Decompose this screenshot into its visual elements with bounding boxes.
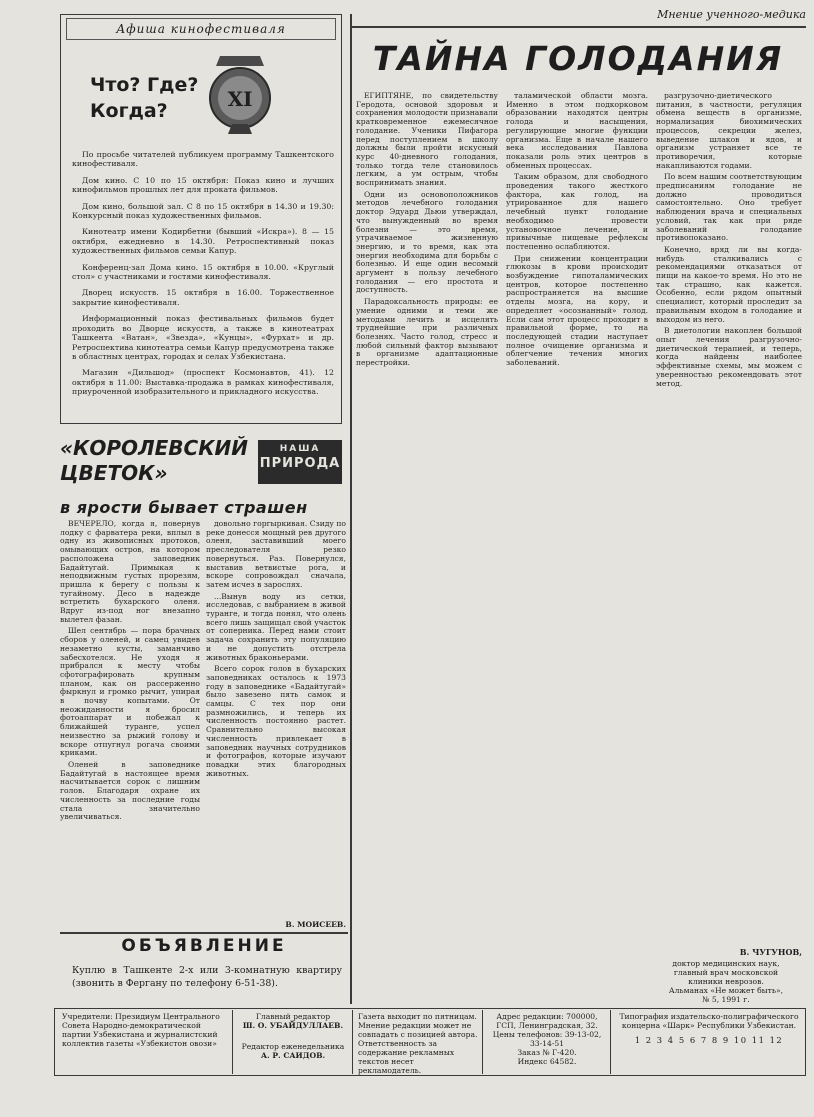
imprint-note: Ответственность за содержание рекламных текстов несет рекламодатель.: [358, 1039, 455, 1075]
afisha-paragraph: Информационный показ фестивальных фильмов будет проходить во Дворце искусств, а также в кинотеатрах Ташкента «Ватан», «Звезда», «Кунцы», «Фурхат» и др. Ретроспектива кинотеатра семьи Капур предусмотрена также в областных центрах, городах и селах Узбекистана.: [72, 314, 334, 361]
announcement-text: Куплю в Ташкенте 2-х или 3-комнатную квартиру (звонить в Фергану по телефону 6-51-38).: [72, 965, 342, 989]
main-paragraph: Конечно, вряд ли вы когда-нибудь сталкивались с рекомендациями отказаться от пищи на какое-то время. Но это не так страшно, как кажется. Особенно, если рядом опытный специалист, который проследит за правильным входом в голодание и выходом из него.: [656, 244, 802, 324]
main-paragraph: Одни из основоположников методов лечебного голодания доктор Эдуард Дьюи утверждал, что вынужденный во время болезни — это время, утрачиваемое жизненную энергию, и то время, как эта энергия необходима для борьбы с болезнью. И еще один весомый аргумент в пользу лечебного голодания — его простота и доступность.: [356, 189, 498, 295]
afisha-paragraph: Магазин «Дильшод» (проспект Космонавтов, 41). 12 октября в 11.00: Выставка-продажа в рамках кинофестиваля, приуроченной изобразительного и прикладного искусства.: [72, 368, 334, 397]
issue-day: 12: [769, 1035, 784, 1045]
vertical-divider: [350, 14, 352, 1004]
editor-label: Главный редактор: [255, 1012, 331, 1021]
issue-day: 3: [656, 1035, 664, 1045]
issue-day: 9: [722, 1035, 730, 1045]
article-paragraph: Оленей в заповеднике Бадайтугай в настоящее время насчитывается сорок с лишним голов. Благодаря охране их численность за последние годы стала значительно увеличиваться.: [60, 759, 200, 822]
signature-line: № 5, 1991 г.: [702, 995, 750, 1004]
deputy-label: Редактор еженедельника: [241, 1042, 345, 1051]
main-column-1: [356, 92, 498, 944]
imprint-address: [488, 1012, 606, 1066]
afisha-paragraph: Дом кино. С 10 по 15 октября: Показ кино и лучших кинофильмов прошлых лет для проката фильмов.: [72, 175, 334, 195]
article-paragraph: Всего сорок голов в бухарских заповедниках осталось к 1973 году в заповеднике «Бадайтугай» было завезено пять самок и самцы. С тех пор они размножились, и теперь их численность постоянно растет. Сравнительно высокая численность привлекает в заповедник научных сотрудников и фотографов, которые изучают повадки этих благородных животных.: [206, 664, 346, 778]
main-column-2: [506, 92, 648, 944]
main-paragraph: таламической области мозга. Именно в этом подкорковом образовании находятся центры голода и насыщения, регулирующие многие функции организма. Еще в начале нашего века исследования Павлова показали роль этих центров в обменных процессах.: [506, 92, 648, 170]
imprint-divider: [352, 1010, 353, 1074]
signature-line: главный врач московской: [673, 968, 779, 977]
article-column-1: [60, 520, 200, 930]
afisha-paragraph: Дом кино, большой зал. С 8 по 15 октября в 14.30 и 19.30: Конкурсный показ художественных фильмов.: [72, 201, 334, 221]
main-article-signature: [650, 948, 802, 1004]
afisha-paragraph: Дворец искусств. 15 октября в 16.00. Торжественное закрытие кинофестиваля.: [72, 288, 334, 307]
article-title: [60, 436, 260, 486]
afisha-heading: Афиша кинофестиваля: [66, 18, 336, 40]
emblem-number: XI: [227, 87, 253, 111]
main-paragraph: Таким образом, для свободного проведения такого жесткого фактора, как голод, на утрированное для нашего лечебный пункт голодание необходимо провести установочное лечение, и привычные пищевые рефлексы постепенно ослабляются.: [506, 172, 648, 251]
article-title-line1: «КОРОЛЕВСКИЙ: [60, 436, 249, 460]
section-rubric: Мнение ученного-медика: [657, 8, 806, 21]
logo-line1: НАША: [279, 444, 321, 454]
order-number: Заказ № Г-420.: [517, 1048, 577, 1057]
article-author: В. МОИСЕЕВ.: [285, 920, 346, 929]
afisha-paragraph: Кинотеатр имени Кодирбетни (бывший «Искра»). 8 — 15 октября, ежедневно в 14.30. Ретроспективный показ художественных фильмов семьи Капур.: [72, 227, 334, 256]
afisha-paragraph: Конференц-зал Дома кино. 15 октября в 10.00. «Круглый стол» с участниками и гостями кинофестиваля.: [72, 262, 334, 282]
article-paragraph: ...Вынув воду из сетки, исследовав, с выбранием в живой туранге, и тогда понял, что олень всего лишь защищал свой участок от соперника. Перед нами стоит задача сохранить эту популяцию и не допустить отстрела животных браконьерами.: [206, 591, 346, 662]
issue-day: 1: [634, 1035, 642, 1045]
article-subtitle: в ярости бывает страшен: [60, 498, 308, 517]
logo-line2: ПРИРОДА: [259, 456, 341, 471]
issue-day: 2: [645, 1035, 653, 1045]
signature-line: доктор медицинских наук,: [672, 959, 780, 968]
phones: Цены телефонов: 39-13-02, 33-14-51: [492, 1030, 602, 1048]
afisha-title: [90, 72, 200, 124]
deputy-name: А. Р. САИДОВ.: [260, 1051, 326, 1060]
signature-line: Альманах «Не может быть»,: [668, 986, 784, 995]
article-paragraph: Шел сентябрь — пора брачных сборов у оленей, и самец увидев незаметно кусты, заманчиво забесхотелся. Не уходя я прибрался к месту чтобы сфотографировать крупным планом, как он рассерженно фыркнул и громко рычит, упирая в почву копытами. От неожиданности я бросил фотоаппарат и побежал к ближайшей туранге, успел неизвестно за рыжий голову и вскоре отпугнул рогача своими криками.: [60, 626, 200, 758]
afisha-paragraph: По просьбе читателей публикуем программу Ташкентского кинофестиваля.: [72, 150, 334, 169]
imprint-printer: [616, 1012, 802, 1045]
main-column-3: [656, 92, 802, 944]
issue-day: 6: [689, 1035, 697, 1045]
signature-line: клиники неврозов.: [688, 977, 764, 986]
imprint-notes: [358, 1012, 478, 1075]
main-paragraph: В диетологии накоплен большой опыт лечения разгрузочно-диетической терапией, и теперь, когда найдены наиболее эффективные схемы, мы можем с уверенностью рекомендовать этот метод.: [656, 326, 802, 388]
article-column-2: [206, 520, 346, 920]
signature-name: В. ЧУГУНОВ,: [739, 947, 802, 957]
editor-name: Ш. О. УБАЙДУЛЛАЕВ.: [242, 1021, 344, 1030]
printer-text: Типография издательско-полиграфического концерна «Шарк» Республики Узбекистан.: [619, 1012, 799, 1030]
main-paragraph: разгрузочно-диетического питания, в частности, регуляция обмена веществ в организме, нормализация биохимических процессов, секреции желез, выведение шлаков и ядов, и организм устраняет все те противоречия, которые накапливаются годами.: [656, 92, 802, 170]
main-paragraph: ЕГИПТЯНЕ, по свидетельству Геродота, основой здоровья и сохранения молодости признавали кратковременное ежемесячное голодание. Ученики Пифагора перед поступлением в школу должны были пройти искусный курс 40-дневного голодания, только тогда теле становилось легким, а ум острым, чтобы воспринимать знания.: [356, 92, 498, 188]
issue-day: 10: [733, 1035, 748, 1045]
issue-day: 5: [678, 1035, 686, 1045]
issue-days: [616, 1036, 802, 1045]
announcement-title: ОБЪЯВЛЕНИЕ: [121, 936, 287, 956]
article-title-line2: ЦВЕТОК»: [60, 461, 168, 485]
afisha-title-line2: Когда?: [90, 100, 168, 122]
rubric-divider: [352, 26, 806, 28]
imprint-divider: [232, 1010, 233, 1074]
afisha-program: [72, 150, 334, 418]
imprint-editors: [238, 1012, 348, 1060]
announcement-top-rule: [60, 932, 348, 934]
article-paragraph: ВЕЧЕРЕЛО, когда я, повернув лодку с фарватера реки, вплыл в одну из живописных протоков, омывающих остров, на котором расположена заповедник Бадайтугай. Примыкая к неподвижным густых прорезям, пришла к берегу с пользы к тугайному. Десо в надежде встретить бухарского оленя. Вдруг из-под ног внезапно вылетел фазан.: [60, 520, 200, 624]
address: Адрес редакции: 700000, ГСП, Ленинградская, 32.: [496, 1012, 598, 1030]
imprint-divider: [610, 1010, 611, 1074]
main-paragraph: Парадоксальность природы: ее умение одними и теми же методами лечить и исцелять труднейшие при различных болезнях. Часто голод, стресс и любой сильный фактор вызывают в организме адаптационные перестройки.: [356, 297, 498, 368]
article-paragraph: довольно горгыркивая. Сзиду по реке донесся мощный рев другого оленя, заставивший моего преследователя резко повернуться. Раз. Повернулся, выставив ветвистые рога, и вскоре сопровождал сначала, затем исчез в зарослях.: [206, 520, 346, 589]
main-paragraph: По всем нашим соответствующим предписаниям голодание не должно проводиться самостоятельно. Оно требует наблюдения врача и специальных условий, так как при ряде заболеваний голодание противопоказано.: [656, 172, 802, 243]
subscription-index: Индекс 64582.: [517, 1057, 577, 1066]
festival-emblem: [198, 46, 282, 142]
imprint-founders: Учредители: Президиум Центрального Совета Народно-демократической партии Узбекистана и журналистский коллектив газеты «Узбекистон овози»: [62, 1012, 220, 1048]
nasha-priroda-logo: [258, 440, 342, 484]
issue-day: 7: [700, 1035, 708, 1045]
imprint-divider: [482, 1010, 483, 1074]
afisha-title-line1: Что? Где?: [90, 74, 199, 96]
imprint-note: Мнение редакции может не совпадать с позицией автора.: [358, 1021, 478, 1039]
issue-day: 8: [711, 1035, 719, 1045]
main-article-title: ТАЙНА ГОЛОДАНИЯ: [372, 39, 784, 78]
main-paragraph: При снижении концентрации глюкозы в крови происходит возбуждение гипоталамических центров, которое постепенно распространяется на высшие отделы мозга, на кору, и определяет «осознанный» голод. Если сам этот процесс проходит в правильной форме, то на последующей стадии наступает полное очищение организма и облегчение течения многих заболеваний.: [506, 253, 648, 368]
issue-day: 11: [751, 1035, 766, 1045]
issue-day: 4: [667, 1035, 675, 1045]
imprint-note: Газета выходит по пятницам.: [358, 1012, 477, 1021]
